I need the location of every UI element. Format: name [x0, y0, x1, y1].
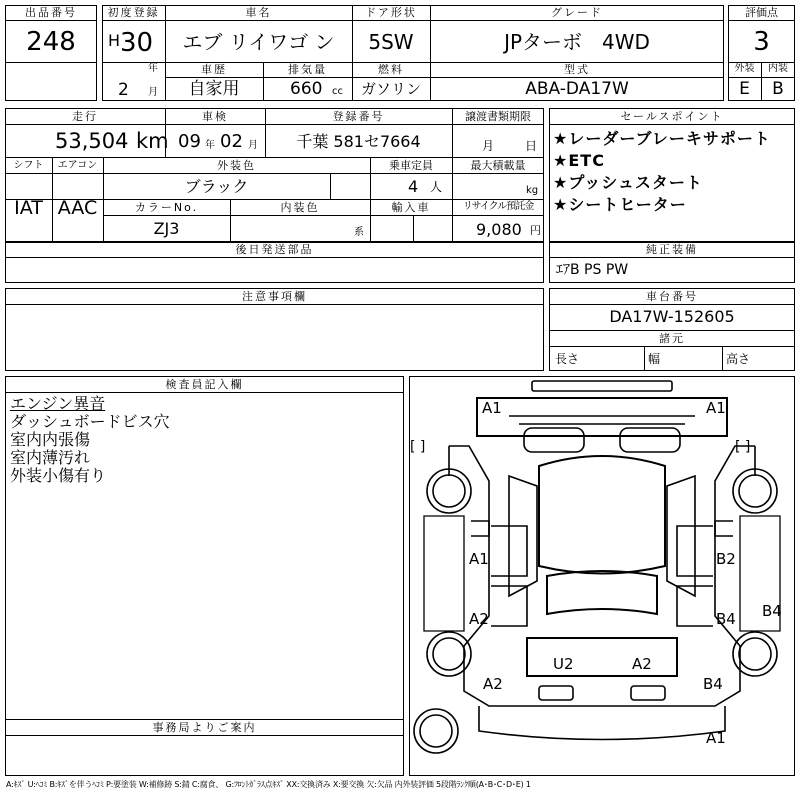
int-score-label: 内装 — [768, 63, 788, 74]
ext-score-label: 外装 — [734, 63, 755, 74]
chassis-number: DA17W-152605 — [609, 307, 735, 326]
damage-mark-right-quarter: B4 — [703, 675, 723, 693]
history: 自家用 — [188, 79, 240, 99]
fuel: ガソリン — [360, 80, 421, 98]
spec-width-label: 幅 — [648, 352, 661, 366]
damage-mark-right-rear-door: B4 — [716, 610, 736, 628]
specs-label: 諸元 — [659, 332, 685, 345]
capacity-label: 乗車定員 — [389, 159, 433, 172]
damage-mark-rear-right: A2 — [632, 655, 652, 673]
inspection-label: 車検 — [202, 110, 228, 123]
door-label: ドア形状 — [365, 6, 417, 19]
displacement: 660 — [290, 79, 323, 99]
capacity: 4 — [408, 177, 419, 196]
spec-height-label: 高さ — [726, 352, 751, 366]
first-reg-label: 初度登録 — [107, 6, 160, 19]
damage-mark-front-right: A1 — [706, 399, 726, 417]
damage-mark-left-quarter: A2 — [483, 675, 503, 693]
car-name: エブ リイワゴ ン — [182, 30, 335, 54]
sales-point-item: ★レーダーブレーキサポート — [553, 129, 771, 148]
ac-label: エアコン — [57, 160, 98, 171]
max-load-unit: kg — [526, 185, 539, 196]
grade: JPターボ 4WD — [504, 30, 650, 54]
capacity-unit: 人 — [430, 180, 443, 194]
reg-no-label: 登録番号 — [332, 110, 385, 123]
int-color-label: 内装色 — [280, 201, 320, 214]
ac: AAC — [57, 197, 98, 219]
transfer-day-unit: 日 — [525, 139, 538, 153]
door-type: 5SW — [368, 30, 414, 54]
shift-label: シフト — [13, 160, 44, 171]
sales-point-item: ★プッシュスタート — [553, 173, 703, 192]
notes-label: 注意事項欄 — [242, 290, 307, 303]
inspection-month-unit: 月 — [248, 140, 258, 151]
inspection-year-unit: 年 — [205, 140, 215, 151]
inspector-line: ダッシュボードビス穴 — [10, 412, 170, 431]
equipment-label: 純正装備 — [646, 243, 698, 256]
recycle-label: リサイクル預託金 — [462, 201, 534, 212]
bracket-left: [ ] — [410, 439, 426, 455]
ext-color: ブラック — [184, 177, 249, 196]
model: ABA-DA17W — [525, 79, 629, 99]
inspector-line: 室内薄汚れ — [10, 448, 91, 467]
ext-score: E — [739, 79, 750, 99]
chassis-label: 車台番号 — [646, 290, 698, 303]
grade-label: グレード — [551, 6, 603, 19]
mileage-unit: km — [136, 129, 169, 153]
score-label: 評価点 — [745, 6, 778, 19]
spec-length-label: 長さ — [555, 352, 580, 366]
sales-points-label: セールスポイント — [620, 110, 724, 123]
damage-mark-rear-left: U2 — [553, 655, 574, 673]
legend: A:ｷｽﾞ U:ﾍｺﾐ B:ｷｽﾞを伴うﾍｺﾐ P:要塗装 W:補修跡 S:錆 C:腐食、 G:ﾌﾛﾝﾄｶﾞﾗｽ点ｷｽﾞ XX:交換済み X:要交換 欠:欠品 内外装評価 5段階ﾗﾝｸ順(A･B･C･D･E) 1 — [6, 780, 531, 789]
equipment: ｴｱB PS PW — [556, 262, 629, 278]
first-reg-month: 2 — [118, 80, 129, 100]
damage-mark-left-door: A1 — [469, 550, 489, 568]
inspector-label: 検査員記入欄 — [165, 378, 244, 391]
fuel-label: 燃料 — [378, 63, 404, 76]
first-reg-year: 30 — [120, 28, 154, 58]
transfer-label: 譲渡書類期限 — [465, 110, 531, 123]
sales-point-item: ★シートヒーター — [553, 195, 687, 214]
int-color-unit: 系 — [354, 227, 364, 238]
displacement-unit: cc — [332, 86, 343, 97]
bracket-right: [ ] — [735, 439, 751, 455]
shift: IAT — [14, 197, 43, 219]
color-no: ZJ3 — [153, 219, 180, 238]
int-score: B — [772, 79, 784, 99]
recycle: 9,080 — [476, 220, 522, 239]
damage-mark-front-left: A1 — [482, 399, 502, 417]
transfer-month-unit: 月 — [482, 139, 495, 153]
inspector-line: 外装小傷有り — [10, 466, 107, 485]
sales-point-item: ★ETC — [553, 151, 605, 170]
damage-mark-left-rear-door: A2 — [469, 610, 489, 628]
later-parts-label: 後日発送部品 — [235, 243, 314, 256]
auction-number: 248 — [26, 27, 76, 57]
score: 3 — [753, 27, 770, 57]
first-reg-month-unit: 月 — [148, 87, 158, 98]
inspection-month: 02 — [220, 131, 243, 152]
first-reg-year-unit: 年 — [148, 63, 158, 74]
damage-mark-right-door: B2 — [716, 550, 736, 568]
car-diagram — [409, 376, 795, 776]
model-label: 型式 — [564, 63, 590, 76]
damage-mark-right-side: B4 — [762, 602, 782, 620]
inspector-line: エンジン異音 — [10, 394, 106, 413]
color-no-label: カラーNo. — [134, 201, 199, 214]
inspection-year: 09 — [178, 131, 201, 152]
displacement-label: 排気量 — [288, 63, 327, 76]
auction-number-label: 出品番号 — [25, 6, 77, 19]
recycle-unit: 円 — [530, 224, 541, 237]
import-label: 輸入車 — [391, 201, 431, 214]
ext-color-label: 外装色 — [217, 159, 256, 172]
mileage-label: 走行 — [72, 110, 98, 123]
max-load-label: 最大積載量 — [470, 159, 526, 172]
reg-no: 千葉 581セ7664 — [296, 132, 421, 151]
damage-mark-rear-bumper: A1 — [706, 729, 726, 747]
first-reg-era: H — [108, 31, 121, 50]
inspector-line: 室内内張傷 — [10, 430, 91, 449]
history-label: 車歴 — [201, 63, 227, 76]
office-label: 事務局よりご案内 — [152, 721, 257, 734]
car-name-label: 車名 — [245, 6, 272, 19]
mileage: 53,504 — [55, 129, 129, 153]
